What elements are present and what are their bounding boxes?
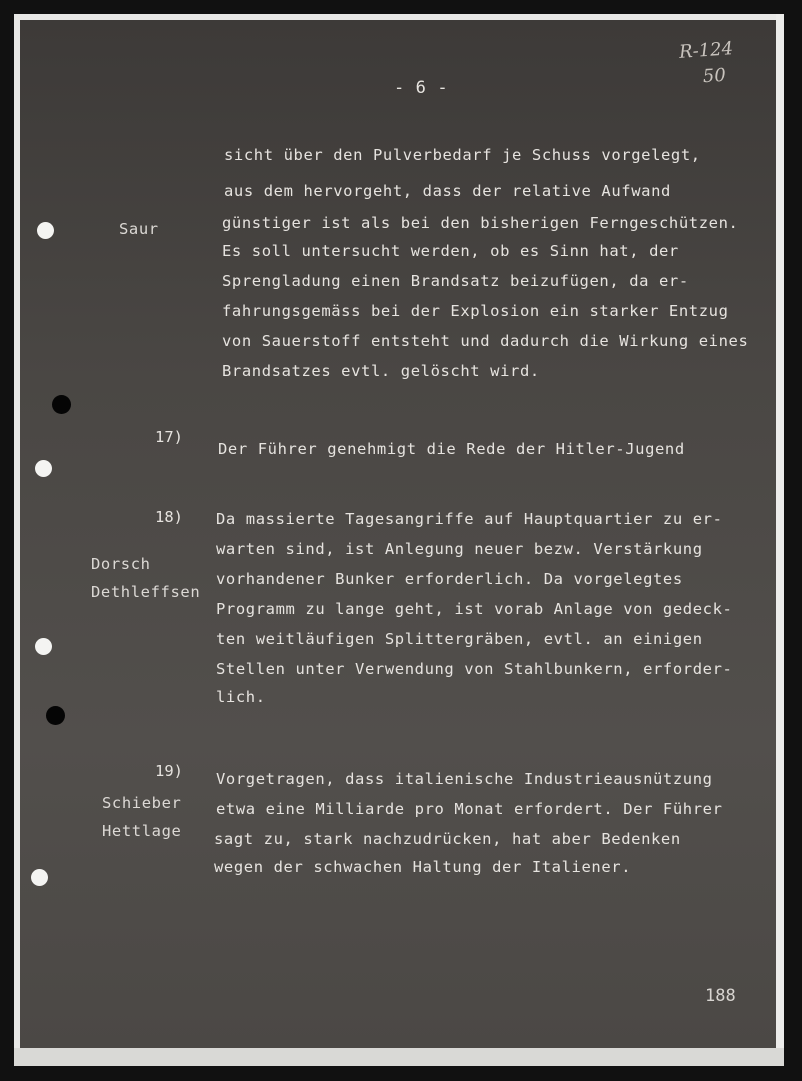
text-line: günstiger ist als bei den bisherigen Ferngeschützen. xyxy=(222,214,739,232)
text-line: warten sind, ist Anlegung neuer bezw. Verstärkung xyxy=(216,540,703,558)
punch-hole xyxy=(52,395,71,414)
page-edge xyxy=(776,14,784,1066)
page-number: 188 xyxy=(705,986,736,1006)
text-line: ten weitläufigen Splittergräben, evtl. an einigen xyxy=(216,630,703,648)
text-line: wegen der schwachen Haltung der Italiener. xyxy=(214,858,632,876)
text-line: Da massierte Tagesangriffe auf Hauptquartier zu er- xyxy=(216,510,723,528)
punch-hole xyxy=(35,460,52,477)
text-line: etwa eine Milliarde pro Monat erfordert. Der Führer xyxy=(216,800,723,818)
margin-label: Dorsch xyxy=(91,555,151,573)
text-line: von Sauerstoff entsteht und dadurch die Wirkung eines xyxy=(222,332,749,350)
text-line: Es soll untersucht werden, ob es Sinn hat, der xyxy=(222,242,679,260)
text-line: Sprengladung einen Brandsatz beizufügen, da er- xyxy=(222,272,689,290)
punch-hole xyxy=(31,869,48,886)
margin-label: Dethleffsen xyxy=(91,583,201,601)
text-line: aus dem hervorgeht, dass der relative Aufwand xyxy=(224,182,671,200)
margin-label: Schieber xyxy=(102,794,182,812)
item-number: 17) xyxy=(155,428,183,446)
margin-label: Saur xyxy=(119,220,159,238)
punch-hole xyxy=(37,222,54,239)
text-line: fahrungsgemäss bei der Explosion ein starker Entzug xyxy=(222,302,729,320)
item-number: 19) xyxy=(155,762,183,780)
punch-hole xyxy=(35,638,52,655)
archive-mark xyxy=(678,36,735,92)
text-line: sicht über den Pulverbedarf je Schuss vorgelegt, xyxy=(224,146,701,164)
page-marker: - 6 - xyxy=(394,78,449,98)
text-line: Vorgetragen, dass italienische Industrieausnützung xyxy=(216,770,713,788)
margin-label: Hettlage xyxy=(102,822,182,840)
archive-mark-line: R-124 xyxy=(678,38,734,63)
page-edge-bottom xyxy=(14,1048,784,1066)
item-number: 18) xyxy=(155,508,183,526)
text-line: lich. xyxy=(216,688,266,706)
photostat-sheet xyxy=(20,20,778,1048)
text-line: sagt zu, stark nachzudrücken, hat aber Bedenken xyxy=(214,830,681,848)
text-line: Der Führer genehmigt die Rede der Hitler-Jugend xyxy=(218,440,685,458)
text-line: Programm zu lange geht, ist vorab Anlage von gedeck- xyxy=(216,600,733,618)
archive-mark-line: 50 xyxy=(702,64,727,88)
text-line: Stellen unter Verwendung von Stahlbunkern, erforder- xyxy=(216,660,733,678)
text-line: Brandsatzes evtl. gelöscht wird. xyxy=(222,362,540,380)
punch-hole xyxy=(46,706,65,725)
text-line: vorhandener Bunker erforderlich. Da vorgelegtes xyxy=(216,570,683,588)
